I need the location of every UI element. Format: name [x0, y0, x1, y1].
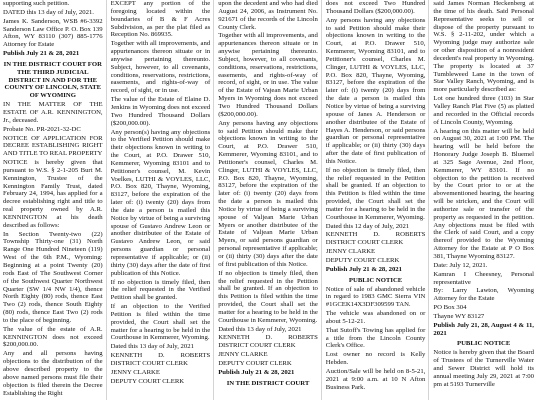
paragraph: Kamran I Cheesney, Personal representative [433, 270, 534, 286]
paragraph: upon the decedent and who had died August 24, 2006, as Instrument No. 921671 of the records of the Lincoln County Clerk. [218, 0, 318, 31]
paragraph: KENNETH D. ROBERTS DISTRICT COURT CLERK [218, 334, 318, 350]
paragraph: KENNETH D. ROBERTS DISTRICT COURT CLERK [325, 231, 426, 247]
paragraph: James K. Sanderson, WSB #6-3392 Sanderson Law Office P. O. Box 139 Afton, WY 83110 (307) 885-1776 Attorney for Estate [3, 17, 103, 49]
paragraph: Notice of sale of abandoned vehicle in regard to 1983 GMC Sierra VIN #1GCEK14X3DF309599 TAN. [325, 285, 426, 309]
paragraph: In Section Twenty-two (22) Township Thirty-one (31) North Range One Hundred Nineteen (119) West of the 6th P.M., Wyoming: Beginning at a point Twenty (20) rods East of The Southwest Corner of the Southwest Quarter Northwest Quarter (SW 1/4 NW 1/4), thence North Eighty (80) rods, thence East Two (2) rods, thence South Eighty (80) rods, thence East Two (2) rods to the place of beginning. [3, 230, 103, 324]
column-2 [111, 0, 215, 400]
paragraph: Lot one hundred three (103) in Star Valley Ranch Plat Five (5) as platted and recorded in the Official records of Lincoln County, Wyoming. [433, 95, 534, 126]
paragraph: JENNY CLARKE [110, 368, 160, 376]
paragraph: If no objection is timely filed, then the relief requested in the Petition shall be granted. If an objection to this Petition is filed within the time provided, the Court shall set the matter for a hearing to be held in the Courthouse in Kemmerer, Wyoming. [325, 166, 426, 221]
paragraph: If no objection is timely filed, then the relief requested in the Petition shall be granted. If an objection to this Petition is filed within the time provided, the Court shall set the matter for a hearing to be held in the Courthouse in Kemmerer, Wyoming. [218, 269, 318, 324]
column-5 [433, 0, 537, 400]
paragraph: Any persons having any objections to said Petition should make their objections known in writing to the Court, at P.O. Drawer 510, Kemmerer, Wyoming 83101, and to Petitioner's counsel, Charles M. Clinger, LUTHI & VOYLES, LLC, P.O. Box 820, Thayne, Wyoming, 83127, before the expiration of the later of: (i) twenty (20) days from the date a person is mailed this Notice by virtue of being a surviving spouse of Janes A. Henderson or another distributee of the Estate of Hayes A. Henderson, or said persons guardian or personal representative if applicable; or (ii) thirty (30) days after the date of first publication of this Notice. [325, 16, 426, 165]
paragraph: That Sutoff's Towing has applied for a title from the Lincoln County Clerk's Office. [325, 326, 426, 350]
paragraph: Any and all persons having objections to the distribution of the above described property to the above named persons must file their objection is filed therein the Decree Establishing the Right [3, 350, 103, 397]
paragraph: said James Norman Heckenberg at the time of his death. Said Personal Representative seeks to sell or dispose of the property pursuant to W.S. § 2-11-202, under which a Wyoming judge may authorize sale or other disposition of a nonresident decedent's real property in Wyoming. The property is located at 37 Tumbleweed Lane in the town of Star Valley Ranch, Wyoming, and is more particularly described as: [433, 0, 534, 94]
paragraph: Auction/Sale will be held on 8-5-21, 2021 at 9:00 a.m. at 10 N Afton Business Park. [325, 367, 426, 391]
paragraph: Together with all improvements, and appurtenances thereon situate or in anywise pertaining thereunto. Subject, however, to all covenants, conditions, reservations, restrictions, easements, and rights-of-way of record, of sight, or in use. [110, 40, 211, 95]
column-3 [218, 0, 322, 400]
paragraph: Any persons having any objections to said Petition should make their objections known in writing to the Court, at P.O. Drawer 510, Kemmerer, Wyoming 83101, and to Petitioner's counsel, Charles M. Clinger, LUTHI & VOYLES, LLC, P.O. Box 820, Thayne, Wyoming, 83127, before the expiration of the later of: (i) twenty (20) days from the date a person is mailed this Notice by virtue of being a surviving spouse of Valjean Marie Urban Myers or another distributee of the Estate of Valjean Marie Urban Myers, or said persons guardian or personal representative if applicable; or (ii) thirty (30) days after the date of first publication of this Notice. [218, 119, 318, 268]
publish-dates: Publish July 21 & 28, 2021 [218, 368, 295, 376]
paragraph: JENNY CLARKE [325, 248, 376, 256]
paragraph: The value of the estate of A.R. KENNINGTON does not exceed $200,000.00. [3, 325, 103, 349]
paragraph: NOTICE is hereby given that pursuant to W.S. § 2-1-205 Burt M. Kennington, Trustee of the Kennington Family Trust, dated February 24, 1994, has applied for a decree establishing right and title to real property owned by A.R. KENNINGTON at his death described as follows: [3, 159, 103, 229]
notice-heading: IN THE DISTRICT COURT FOR THE THIRD JUDICIAL DISTRICT IN AND FOR THE COUNTY OF LINCOLN, STATE OF WYOMING [3, 60, 102, 100]
paragraph: Lost owner no record is Kelly Hebden. [325, 351, 426, 367]
notice-heading: PUBLIC NOTICE [348, 276, 403, 284]
paragraph: Dated this 12 day of July, 2021 [325, 222, 410, 230]
paragraph: Probate No. PR-2021-32-DC [3, 125, 81, 133]
paragraph: Date: July 12, 2021. [433, 261, 488, 269]
column-4 [326, 0, 430, 400]
publish-dates: Publish July 21 & 28, 2021 [325, 265, 402, 273]
paragraph: does not exceed Two Hundred Thousand Dollars ($200,000.00). [325, 0, 426, 15]
paragraph: NOTICE OF APPLICATION FOR DECREE ESTABLISHING RIGHT AND TITLE TO REAL PROPERTY [3, 134, 103, 158]
paragraph: Dated this 13 day of July, 2021 [110, 343, 194, 351]
notice-heading: PUBLIC NOTICE [457, 340, 511, 348]
paragraph: Notice is hereby given that the Board of Trustees of the Turnerville Water and Sewer District will hold its annual meeting July 29, 2021 at 7:00 pm at 5193 Turnerville [433, 349, 534, 388]
paragraph: If no objection is timely filed, then the relief requested in the Verified Petition shall be granted. [110, 278, 211, 302]
paragraph: supporting such petition. [3, 0, 70, 7]
paragraph: By: Larry Lawton, Wyoming Attorney for the Estate [433, 287, 534, 303]
paragraph: DATED this 13 day of July, 2021. [3, 8, 94, 16]
paragraph: Any person(s) having any objections to the Verified Petition should make their objections known in writing to the Court, at P.O. Drawer 510, Kemmerer, Wyoming 83101 and to Petitioner's counsel, M. Kevin Voelkes, LUTHI & VOYLES, LLC, P.O. Box 820, Thayne, Wyoming, 83127, before the expiration of the later of: (i) twenty (20) days from the date a person is mailed this Notice by virtue of being a surviving spouse of Gustavo Andrew Leon or another distributee of the Estate of Gustavo Andrew Leon, or said persons guardian or personal representative if applicable; or (ii) thirty (30) days after the date of first publication of this Notice. [110, 128, 211, 277]
paragraph: EXCEPT any portion of the foregoing located within the boundaries of B & F Acres Subdivision, as per the plat filed as Reception No. 869935. [110, 0, 211, 39]
paragraph: Thayne WY 83127 [433, 312, 485, 320]
paragraph: DEPUTY COURT CLERK [110, 377, 185, 385]
column-1 [3, 0, 107, 400]
paragraph: If an objection to the Verified Petition is filed within the time provided, the Court shall set the matter for a hearing to be held in the Courthouse in Kemmerer, Wyoming. [110, 303, 211, 342]
paragraph: A hearing on this matter will be held on August 30, 2021 at 1:00 PM. The hearing will be held before the Honorary Judge Joseph B. Bluemel at 325 Sage Avenue, 2nd Floor, Kemmerer, WY 83101. If no objection to the petition is received by the Court prior to or at the abovementioned hearing, the hearing will be stricken, and the Court will authorize sale or transfer of the property as requested in the petition. Any objections must be filed with the Clerk of said Court, and a copy thereof provided to the Wyoming Attorney for the Estate at P O Box 381, Thayne Wyoming 83127. [433, 127, 534, 260]
paragraph: JENNY CLARKE [218, 351, 268, 359]
paragraph: The vehicle was abandoned on or about 5-12-21. [325, 310, 426, 325]
paragraph: The value of the Estate of Elaine D. Jenkins in Wyoming does not exceed Two Hundred Thousand Dollars ($200,000.00). [110, 96, 211, 127]
paragraph: DEPUTY COURT CLERK [218, 359, 292, 367]
paragraph: Together with all improvements, and appurtenances thereon situate or in anywise pertaining thereunto. Subject, however, to all covenants, conditions, reservations, restrictions, easements, and rights-of-way of record, of sight, or in use. The value of the Estate of Vajean Marie Urban Myers in Wyoming does not exceed Two Hundred Thousand Dollars ($200,000.00). [218, 32, 318, 118]
publish-dates: Publish July 21, 28, August 4 & 11, 2021 [433, 321, 534, 337]
notice-heading: IN THE DISTRICT COURT [226, 379, 310, 387]
paragraph: KENNETH D. ROBERTS DISTRICT COURT CLERK [110, 352, 211, 367]
paragraph: PO Box 304 [433, 304, 467, 312]
publish-dates: Publish July 21 & 28, 2021 [3, 50, 80, 58]
paragraph: IN THE MATTER OF THE ESTATE OF A.R. KENNINGTON, Jr., deceased. [3, 101, 103, 124]
paragraph: Dated this 13 day of July, 2021 [218, 325, 302, 333]
paragraph: DEPUTY COURT CLERK [325, 257, 400, 264]
